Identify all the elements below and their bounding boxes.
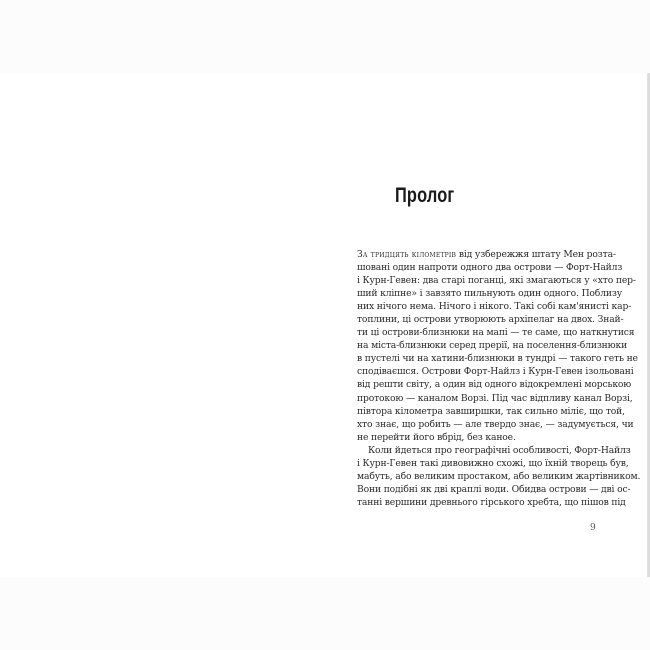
text-line: ти ці острови-близнюки на мапі — те саме, що наткнутися bbox=[357, 327, 635, 339]
text-line: протокою — каналом Ворзі. Під час відпливу канал Ворзі, bbox=[357, 392, 633, 404]
lead-smallcaps: За тридцять кілометрів bbox=[357, 249, 457, 260]
text-line: на міста-близнюки серед прерії, на поселення-близнюки bbox=[357, 340, 628, 352]
text-line: хто знає, що робить — але твердо знає, — задумується, чи bbox=[357, 418, 634, 430]
text-line: півтора кілометра завширшки, так сильно міліє, що той, bbox=[357, 405, 625, 417]
body-text bbox=[357, 248, 641, 509]
text-line: Коли йдеться про географічні особливості, Форт-Найлз bbox=[368, 444, 631, 456]
text-line: в пустелі чи на хатини-близнюки в тундрі — такого геть не bbox=[357, 353, 638, 365]
text-line: Вони подібні як дві краплі води. Обидва острови — дві ос- bbox=[357, 483, 631, 495]
text-line: і Курн-Гевен такі дивовижно схожі, що їхній творець був, bbox=[357, 457, 629, 469]
text-line: сподіваєшся. Острови Форт-Найлз і Курн-Гевен ізольовані bbox=[357, 366, 634, 378]
text-line: танні вершини древнього гірського хребта, що пішов під bbox=[357, 496, 626, 508]
text-line: топлини, ці острови утворюють архіпелаг на двох. Знай- bbox=[357, 314, 624, 326]
page-number: 9 bbox=[590, 523, 596, 533]
text-line: ший кліпне» і завзято пильнують один одного. Поблизу bbox=[357, 288, 622, 300]
text-line: від решти світу, а один від одного відокремлені морською bbox=[357, 379, 632, 391]
text-line: не перейти його вбрід, без каное. bbox=[357, 431, 516, 443]
chapter-title: Пролог bbox=[395, 184, 455, 207]
text-line: них нічого нема. Нічого і нікого. Такі собі кам'янисті кар- bbox=[357, 301, 632, 313]
text-line: мабуть, або великим простаком, або великим жартівником. bbox=[357, 470, 641, 482]
text-line: і Курн-Гевен: два старі поганці, які змагаються у «хто пер- bbox=[357, 275, 636, 287]
text-line: За тридцять кілометрів від узбережжя штату Мен розта- bbox=[357, 249, 616, 260]
text-line: шовані один напроти одного два острови — Форт-Найлз bbox=[357, 262, 623, 274]
